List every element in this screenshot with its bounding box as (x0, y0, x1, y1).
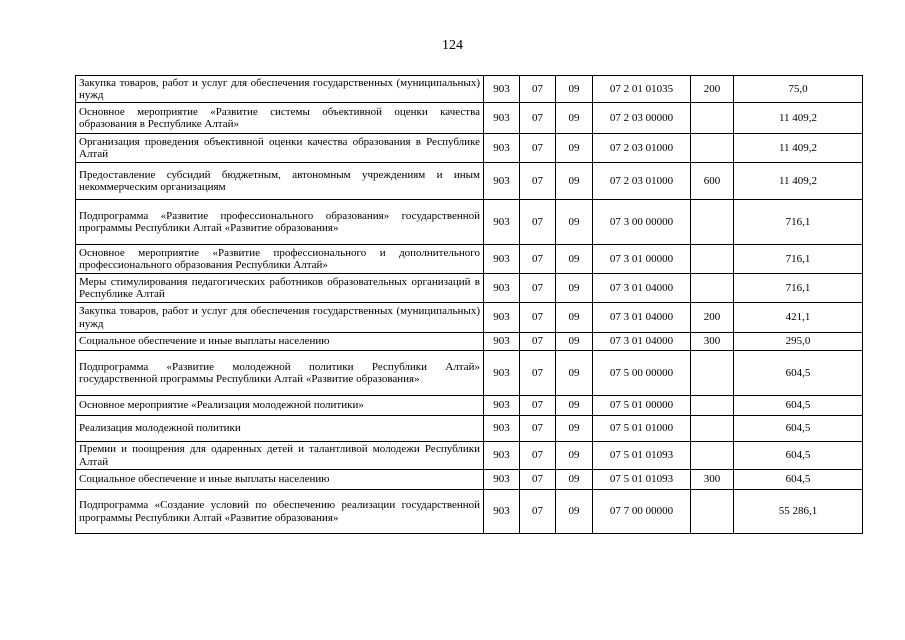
amount-cell: 604,5 (734, 470, 863, 490)
section-code-cell: 07 (520, 163, 556, 200)
row-name-cell: Премии и поощрения для одаренных детей и талантливой молодежи Республики Алтай (76, 442, 484, 470)
row-name-cell: Предоставление субсидий бюджетным, автономным учреждениям и иным некоммерческим организациям (76, 163, 484, 200)
expense-type-cell (691, 245, 734, 274)
amount-cell: 75,0 (734, 76, 863, 103)
ministry-code-cell: 903 (484, 245, 520, 274)
subsection-code-cell: 09 (556, 103, 593, 134)
section-code-cell: 07 (520, 245, 556, 274)
section-code-cell: 07 (520, 303, 556, 333)
target-item-cell: 07 2 01 01035 (593, 76, 691, 103)
table-row (76, 351, 863, 396)
expense-type-cell (691, 351, 734, 396)
row-name-cell: Социальное обеспечение и иные выплаты населению (76, 470, 484, 490)
ministry-code-cell: 903 (484, 200, 520, 245)
target-item-cell: 07 7 00 00000 (593, 490, 691, 534)
expense-type-cell: 300 (691, 333, 734, 351)
target-item-cell: 07 3 01 04000 (593, 333, 691, 351)
section-code-cell: 07 (520, 396, 556, 416)
expense-type-cell (691, 490, 734, 534)
table-row (76, 303, 863, 333)
expense-type-cell: 300 (691, 470, 734, 490)
table-row (76, 396, 863, 416)
subsection-code-cell: 09 (556, 163, 593, 200)
table-row (76, 134, 863, 163)
amount-cell: 604,5 (734, 351, 863, 396)
row-name-cell: Подпрограмма «Развитие профессионального образования» государственной программы Республики Алтай «Развитие образования» (76, 200, 484, 245)
expense-type-cell: 200 (691, 76, 734, 103)
row-name-cell: Социальное обеспечение и иные выплаты населению (76, 333, 484, 351)
subsection-code-cell: 09 (556, 303, 593, 333)
ministry-code-cell: 903 (484, 103, 520, 134)
amount-cell: 295,0 (734, 333, 863, 351)
target-item-cell: 07 2 03 00000 (593, 103, 691, 134)
section-code-cell: 07 (520, 470, 556, 490)
subsection-code-cell: 09 (556, 134, 593, 163)
section-code-cell: 07 (520, 103, 556, 134)
ministry-code-cell: 903 (484, 470, 520, 490)
section-code-cell: 07 (520, 490, 556, 534)
ministry-code-cell: 903 (484, 274, 520, 303)
subsection-code-cell: 09 (556, 442, 593, 470)
subsection-code-cell: 09 (556, 470, 593, 490)
row-name-cell: Реализация молодежной политики (76, 416, 484, 442)
row-name-cell: Основное мероприятие «Развитие профессионального и дополнительного профессионального образования Республики Алтай» (76, 245, 484, 274)
ministry-code-cell: 903 (484, 303, 520, 333)
table-row (76, 103, 863, 134)
section-code-cell: 07 (520, 351, 556, 396)
amount-cell: 421,1 (734, 303, 863, 333)
amount-cell: 716,1 (734, 274, 863, 303)
section-code-cell: 07 (520, 134, 556, 163)
section-code-cell: 07 (520, 200, 556, 245)
amount-cell: 604,5 (734, 396, 863, 416)
target-item-cell: 07 3 00 00000 (593, 200, 691, 245)
target-item-cell: 07 5 01 01093 (593, 442, 691, 470)
subsection-code-cell: 09 (556, 76, 593, 103)
target-item-cell: 07 5 00 00000 (593, 351, 691, 396)
row-name-cell: Подпрограмма «Создание условий по обеспечению реализации государственной программы Республики Алтай «Развитие образования» (76, 490, 484, 534)
target-item-cell: 07 5 01 01000 (593, 416, 691, 442)
expense-type-cell (691, 442, 734, 470)
subsection-code-cell: 09 (556, 245, 593, 274)
subsection-code-cell: 09 (556, 490, 593, 534)
expense-type-cell: 200 (691, 303, 734, 333)
budget-table-body (76, 76, 863, 534)
ministry-code-cell: 903 (484, 333, 520, 351)
target-item-cell: 07 5 01 00000 (593, 396, 691, 416)
table-row (76, 442, 863, 470)
row-name-cell: Закупка товаров, работ и услуг для обеспечения государственных (муниципальных) нужд (76, 303, 484, 333)
ministry-code-cell: 903 (484, 351, 520, 396)
amount-cell: 604,5 (734, 416, 863, 442)
target-item-cell: 07 5 01 01093 (593, 470, 691, 490)
section-code-cell: 07 (520, 76, 556, 103)
row-name-cell: Основное мероприятие «Развитие системы объективной оценки качества образования в Республике Алтай» (76, 103, 484, 134)
row-name-cell: Организация проведения объективной оценки качества образования в Республике Алтай (76, 134, 484, 163)
target-item-cell: 07 3 01 04000 (593, 274, 691, 303)
expense-type-cell (691, 134, 734, 163)
section-code-cell: 07 (520, 333, 556, 351)
subsection-code-cell: 09 (556, 416, 593, 442)
expense-type-cell (691, 396, 734, 416)
target-item-cell: 07 3 01 04000 (593, 303, 691, 333)
table-row (76, 490, 863, 534)
row-name-cell: Подпрограмма «Развитие молодежной политики Республики Алтай» государственной программы Республики Алтай «Развитие образования» (76, 351, 484, 396)
expense-type-cell (691, 416, 734, 442)
subsection-code-cell: 09 (556, 396, 593, 416)
table-row (76, 76, 863, 103)
subsection-code-cell: 09 (556, 274, 593, 303)
table-row (76, 416, 863, 442)
table-row (76, 333, 863, 351)
ministry-code-cell: 903 (484, 490, 520, 534)
target-item-cell: 07 2 03 01000 (593, 163, 691, 200)
amount-cell: 604,5 (734, 442, 863, 470)
row-name-cell: Меры стимулирования педагогических работников образовательных организаций в Республике Алтай (76, 274, 484, 303)
subsection-code-cell: 09 (556, 200, 593, 245)
row-name-cell: Основное мероприятие «Реализация молодежной политики» (76, 396, 484, 416)
target-item-cell: 07 3 01 00000 (593, 245, 691, 274)
table-row (76, 163, 863, 200)
table-row (76, 274, 863, 303)
amount-cell: 11 409,2 (734, 134, 863, 163)
expense-type-cell (691, 200, 734, 245)
ministry-code-cell: 903 (484, 163, 520, 200)
subsection-code-cell: 09 (556, 333, 593, 351)
amount-cell: 716,1 (734, 200, 863, 245)
subsection-code-cell: 09 (556, 351, 593, 396)
amount-cell: 716,1 (734, 245, 863, 274)
ministry-code-cell: 903 (484, 396, 520, 416)
ministry-code-cell: 903 (484, 76, 520, 103)
expense-type-cell (691, 274, 734, 303)
table-row (76, 200, 863, 245)
amount-cell: 11 409,2 (734, 103, 863, 134)
expense-type-cell: 600 (691, 163, 734, 200)
section-code-cell: 07 (520, 442, 556, 470)
target-item-cell: 07 2 03 01000 (593, 134, 691, 163)
budget-table (75, 75, 863, 534)
ministry-code-cell: 903 (484, 442, 520, 470)
section-code-cell: 07 (520, 416, 556, 442)
amount-cell: 55 286,1 (734, 490, 863, 534)
table-row (76, 245, 863, 274)
ministry-code-cell: 903 (484, 416, 520, 442)
page-number: 124 (442, 38, 463, 53)
amount-cell: 11 409,2 (734, 163, 863, 200)
ministry-code-cell: 903 (484, 134, 520, 163)
table-row (76, 470, 863, 490)
row-name-cell: Закупка товаров, работ и услуг для обеспечения государственных (муниципальных) нужд (76, 76, 484, 103)
expense-type-cell (691, 103, 734, 134)
section-code-cell: 07 (520, 274, 556, 303)
